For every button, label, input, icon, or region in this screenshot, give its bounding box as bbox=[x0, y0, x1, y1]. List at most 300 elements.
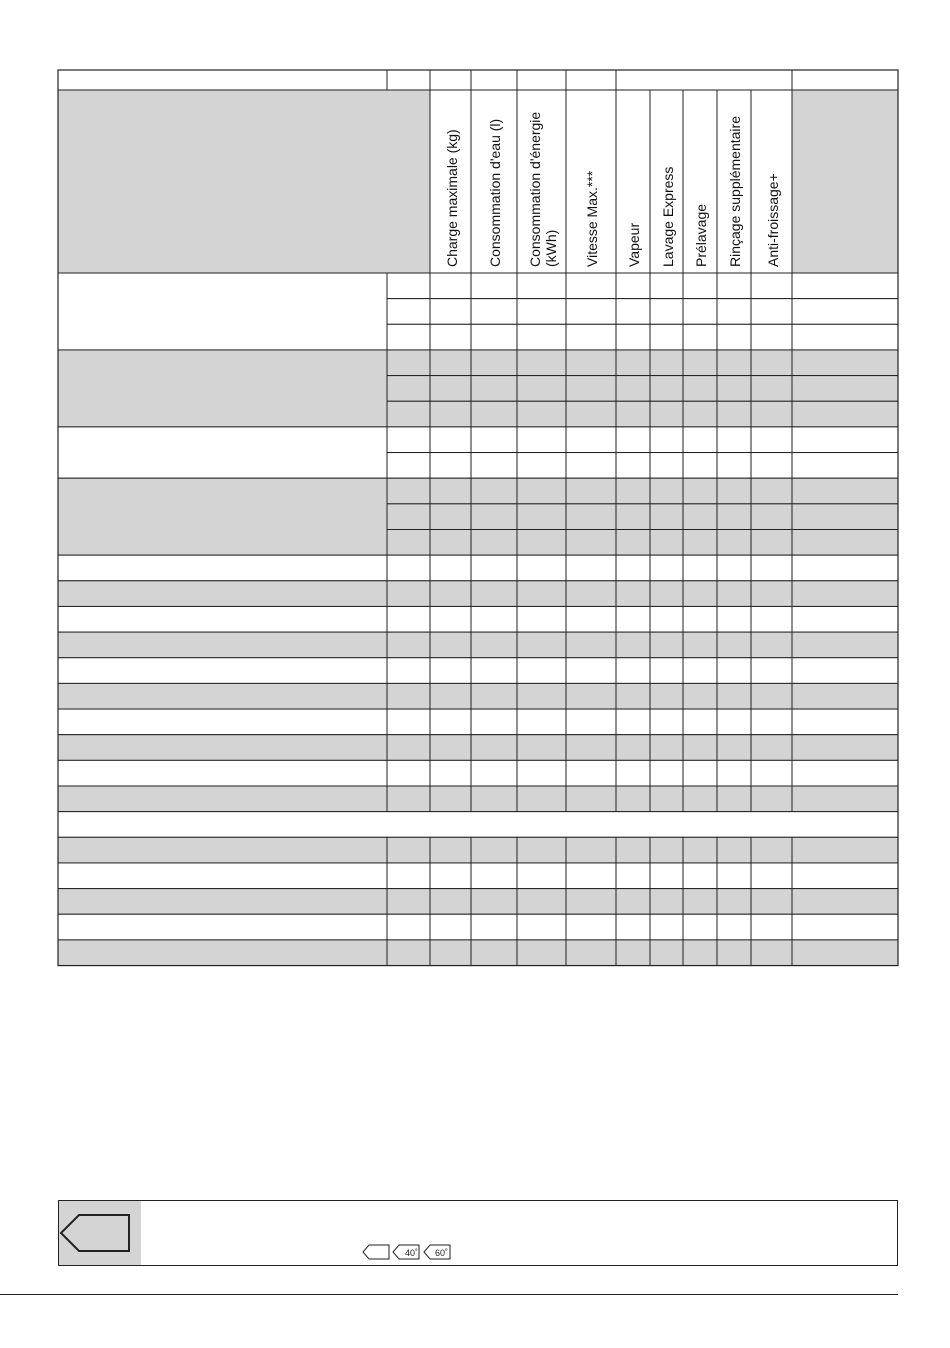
table-cell bbox=[517, 530, 566, 556]
table-cell bbox=[616, 658, 650, 684]
table-cell bbox=[387, 530, 430, 556]
table-cell bbox=[471, 709, 517, 735]
table-cell bbox=[717, 889, 751, 915]
table-cell bbox=[717, 940, 751, 966]
table-cell bbox=[430, 581, 471, 607]
table-cell bbox=[517, 837, 566, 863]
table-cell bbox=[792, 940, 898, 966]
table-cell bbox=[683, 735, 717, 761]
table-cell bbox=[650, 376, 683, 402]
page-rule bbox=[0, 1294, 898, 1295]
table-cell bbox=[792, 555, 898, 581]
column-header-label: Vapeur bbox=[626, 222, 642, 267]
table-cell bbox=[616, 324, 650, 350]
table-cell bbox=[616, 581, 650, 607]
table-cell bbox=[683, 658, 717, 684]
table-cell bbox=[683, 376, 717, 402]
program-tag-icon bbox=[59, 1201, 141, 1265]
table-cell bbox=[387, 504, 430, 530]
table-cell bbox=[751, 530, 792, 556]
table-cell bbox=[650, 863, 683, 889]
temperature-tags-icon bbox=[361, 1243, 457, 1263]
table-cell bbox=[471, 350, 517, 376]
table-cell bbox=[751, 504, 792, 530]
table-cell bbox=[683, 504, 717, 530]
table-cell bbox=[650, 555, 683, 581]
table-cell bbox=[751, 889, 792, 915]
table-cell bbox=[566, 324, 616, 350]
program-name-cell bbox=[58, 889, 387, 915]
table-cell bbox=[387, 735, 430, 761]
table-cell bbox=[430, 658, 471, 684]
program-name-cell bbox=[58, 632, 387, 658]
table-cell bbox=[650, 427, 683, 453]
table-cell bbox=[717, 658, 751, 684]
table-cell bbox=[792, 632, 898, 658]
program-name-cell bbox=[58, 658, 387, 684]
table-cell bbox=[717, 530, 751, 556]
table-cell bbox=[650, 478, 683, 504]
table-cell bbox=[683, 350, 717, 376]
table-cell bbox=[751, 324, 792, 350]
table-cell bbox=[683, 530, 717, 556]
table-cell bbox=[717, 914, 751, 940]
program-name-cell bbox=[58, 683, 387, 709]
table-cell bbox=[387, 376, 430, 402]
table-cell bbox=[616, 940, 650, 966]
table-cell bbox=[517, 914, 566, 940]
table-cell bbox=[387, 606, 430, 632]
table-cell bbox=[430, 683, 471, 709]
table-cell bbox=[683, 401, 717, 427]
table-cell bbox=[566, 273, 616, 299]
table-cell bbox=[566, 658, 616, 684]
table-cell bbox=[792, 530, 898, 556]
table-cell bbox=[751, 401, 792, 427]
note-box bbox=[58, 1200, 898, 1266]
table-cell bbox=[387, 863, 430, 889]
table-cell bbox=[387, 709, 430, 735]
table-cell bbox=[650, 606, 683, 632]
table-cell bbox=[717, 376, 751, 402]
table-cell bbox=[471, 376, 517, 402]
table-cell bbox=[430, 837, 471, 863]
table-cell bbox=[792, 863, 898, 889]
table-cell bbox=[616, 376, 650, 402]
table-cell bbox=[387, 632, 430, 658]
table-cell bbox=[616, 760, 650, 786]
table-cell bbox=[566, 299, 616, 325]
table-cell bbox=[430, 863, 471, 889]
table-cell bbox=[751, 376, 792, 402]
table-cell bbox=[430, 453, 471, 479]
table-cell bbox=[517, 427, 566, 453]
table-cell bbox=[751, 350, 792, 376]
table-cell bbox=[683, 914, 717, 940]
table-cell bbox=[566, 760, 616, 786]
table-cell bbox=[387, 581, 430, 607]
table-cell bbox=[471, 606, 517, 632]
table-cell bbox=[387, 786, 430, 812]
program-name-cell bbox=[58, 863, 387, 889]
column-header-label: Consommation d'eau (l) bbox=[487, 118, 503, 267]
column-header-label: (kWh) bbox=[542, 229, 559, 267]
table-cell bbox=[792, 478, 898, 504]
program-name-cell bbox=[58, 427, 387, 478]
table-cell bbox=[387, 273, 430, 299]
table-cell bbox=[517, 478, 566, 504]
table-cell bbox=[792, 683, 898, 709]
table-cell bbox=[471, 478, 517, 504]
table-cell bbox=[616, 555, 650, 581]
program-name-cell bbox=[58, 581, 387, 607]
program-name-cell bbox=[58, 478, 387, 555]
table-cell bbox=[616, 786, 650, 812]
table-cell bbox=[616, 453, 650, 479]
column-header-label: Prélavage bbox=[693, 203, 709, 267]
table-cell bbox=[650, 299, 683, 325]
table-cell bbox=[517, 683, 566, 709]
table-cell bbox=[792, 427, 898, 453]
table-cell bbox=[430, 376, 471, 402]
table-cell bbox=[430, 299, 471, 325]
table-cell bbox=[517, 401, 566, 427]
table-cell bbox=[717, 478, 751, 504]
table-cell bbox=[430, 555, 471, 581]
table-cell bbox=[751, 683, 792, 709]
table-cell bbox=[751, 581, 792, 607]
table-cell bbox=[387, 889, 430, 915]
table-cell bbox=[650, 940, 683, 966]
table-cell bbox=[430, 914, 471, 940]
table-cell bbox=[471, 299, 517, 325]
table-cell bbox=[751, 735, 792, 761]
table-cell bbox=[717, 786, 751, 812]
temp-tag-60: 60˚ bbox=[435, 1248, 449, 1258]
column-header-label: Charge maximale (kg) bbox=[443, 129, 460, 267]
table-cell bbox=[616, 504, 650, 530]
table-cell bbox=[517, 709, 566, 735]
table-cell bbox=[751, 427, 792, 453]
column-header-label: Rinçage supplémentaire bbox=[727, 116, 743, 267]
table-cell bbox=[650, 889, 683, 915]
table-cell bbox=[751, 273, 792, 299]
table-cell bbox=[717, 863, 751, 889]
program-name-cell bbox=[58, 709, 387, 735]
table-cell bbox=[792, 658, 898, 684]
table-cell bbox=[566, 350, 616, 376]
table-cell bbox=[566, 837, 616, 863]
program-name-cell bbox=[58, 786, 387, 812]
table-cell bbox=[471, 940, 517, 966]
table-cell bbox=[566, 376, 616, 402]
table-cell bbox=[792, 709, 898, 735]
table-cell bbox=[616, 735, 650, 761]
program-name-cell bbox=[58, 760, 387, 786]
table-cell bbox=[683, 683, 717, 709]
table-cell bbox=[683, 606, 717, 632]
table-cell bbox=[616, 863, 650, 889]
table-cell bbox=[430, 632, 471, 658]
table-cell bbox=[566, 914, 616, 940]
table-cell bbox=[387, 914, 430, 940]
table-cell bbox=[683, 555, 717, 581]
program-name-cell bbox=[58, 837, 387, 863]
table-cell bbox=[471, 863, 517, 889]
table-cell bbox=[616, 273, 650, 299]
table-cell bbox=[517, 350, 566, 376]
table-cell bbox=[717, 735, 751, 761]
table-cell bbox=[683, 324, 717, 350]
table-cell bbox=[517, 889, 566, 915]
table-cell bbox=[751, 760, 792, 786]
table-cell bbox=[566, 401, 616, 427]
table-cell bbox=[430, 478, 471, 504]
table-cell bbox=[751, 709, 792, 735]
table-cell bbox=[566, 940, 616, 966]
table-cell bbox=[566, 786, 616, 812]
table-cell bbox=[566, 530, 616, 556]
table-cell bbox=[792, 504, 898, 530]
table-cell bbox=[387, 299, 430, 325]
table-cell bbox=[683, 427, 717, 453]
table-cell bbox=[616, 889, 650, 915]
table-cell bbox=[717, 555, 751, 581]
table-cell bbox=[792, 760, 898, 786]
table-cell bbox=[717, 324, 751, 350]
table-cell bbox=[430, 940, 471, 966]
column-header-label: Vitesse Max.*** bbox=[584, 170, 600, 267]
table-cell bbox=[430, 735, 471, 761]
table-cell bbox=[650, 632, 683, 658]
table-cell bbox=[616, 350, 650, 376]
table-cell bbox=[387, 658, 430, 684]
table-cell bbox=[517, 504, 566, 530]
table-cell bbox=[792, 889, 898, 915]
program-name-cell bbox=[58, 350, 387, 427]
table-cell bbox=[616, 837, 650, 863]
table-cell bbox=[717, 606, 751, 632]
table-cell bbox=[683, 940, 717, 966]
table-cell bbox=[683, 632, 717, 658]
table-cell bbox=[517, 555, 566, 581]
table-cell bbox=[683, 786, 717, 812]
table-cell bbox=[517, 453, 566, 479]
table-cell bbox=[387, 478, 430, 504]
table-cell bbox=[792, 453, 898, 479]
table-cell bbox=[517, 786, 566, 812]
table-cell bbox=[792, 376, 898, 402]
table-cell bbox=[471, 555, 517, 581]
program-name-cell bbox=[58, 940, 387, 966]
table-cell bbox=[751, 914, 792, 940]
table-cell bbox=[430, 606, 471, 632]
table-cell bbox=[387, 683, 430, 709]
table-cell bbox=[650, 453, 683, 479]
table-cell bbox=[717, 632, 751, 658]
table-cell bbox=[471, 324, 517, 350]
table-cell bbox=[792, 350, 898, 376]
table-cell bbox=[471, 889, 517, 915]
table-cell bbox=[566, 709, 616, 735]
table-cell bbox=[717, 453, 751, 479]
table-cell bbox=[650, 683, 683, 709]
table-cell bbox=[792, 914, 898, 940]
program-name-cell bbox=[58, 735, 387, 761]
table-cell bbox=[792, 606, 898, 632]
table-cell bbox=[751, 837, 792, 863]
column-header-label: Lavage Express bbox=[659, 166, 676, 267]
table-cell bbox=[751, 786, 792, 812]
table-cell bbox=[683, 760, 717, 786]
table-cell bbox=[566, 735, 616, 761]
table-cell bbox=[717, 581, 751, 607]
table-cell bbox=[566, 606, 616, 632]
table-cell bbox=[517, 863, 566, 889]
table-cell bbox=[792, 581, 898, 607]
program-name-cell bbox=[58, 555, 387, 581]
table-cell bbox=[650, 273, 683, 299]
table-cell bbox=[430, 324, 471, 350]
table-cell bbox=[717, 350, 751, 376]
table-cell bbox=[650, 401, 683, 427]
column-header-label: Anti-froissage+ bbox=[764, 173, 781, 267]
table-cell bbox=[650, 530, 683, 556]
table-cell bbox=[387, 427, 430, 453]
table-cell bbox=[683, 709, 717, 735]
table-cell bbox=[471, 914, 517, 940]
table-cell bbox=[517, 606, 566, 632]
table-cell bbox=[566, 581, 616, 607]
table-cell bbox=[650, 504, 683, 530]
table-cell bbox=[650, 837, 683, 863]
table-cell bbox=[717, 709, 751, 735]
table-cell bbox=[566, 504, 616, 530]
table-cell bbox=[751, 299, 792, 325]
table-cell bbox=[616, 299, 650, 325]
table-cell bbox=[683, 581, 717, 607]
table-cell bbox=[387, 940, 430, 966]
note-icon-cell bbox=[59, 1201, 141, 1265]
table-cell bbox=[751, 453, 792, 479]
table-cell bbox=[430, 530, 471, 556]
table-cell bbox=[566, 632, 616, 658]
table-cell bbox=[471, 401, 517, 427]
table-cell bbox=[717, 837, 751, 863]
table-cell bbox=[517, 632, 566, 658]
table-cell bbox=[751, 658, 792, 684]
table-cell bbox=[430, 427, 471, 453]
table-cell bbox=[566, 478, 616, 504]
table-cell bbox=[471, 735, 517, 761]
table-cell bbox=[471, 632, 517, 658]
table-cell bbox=[387, 555, 430, 581]
table-cell bbox=[683, 837, 717, 863]
table-cell bbox=[471, 760, 517, 786]
program-name-cell bbox=[58, 606, 387, 632]
table-cell bbox=[517, 324, 566, 350]
header-title-cell bbox=[58, 90, 430, 273]
table-cell bbox=[566, 427, 616, 453]
table-cell bbox=[683, 863, 717, 889]
temp-tag-40: 40˚ bbox=[405, 1248, 419, 1258]
table-cell bbox=[751, 555, 792, 581]
table-cell bbox=[751, 478, 792, 504]
table-cell bbox=[517, 658, 566, 684]
table-cell bbox=[751, 940, 792, 966]
table-cell bbox=[566, 889, 616, 915]
table-cell bbox=[517, 735, 566, 761]
table-cell bbox=[471, 427, 517, 453]
table-cell bbox=[717, 427, 751, 453]
table-cell bbox=[650, 581, 683, 607]
table-cell bbox=[517, 581, 566, 607]
table-cell bbox=[683, 453, 717, 479]
table-cell bbox=[616, 427, 650, 453]
table-cell bbox=[616, 401, 650, 427]
table-cell bbox=[517, 940, 566, 966]
table-cell bbox=[616, 632, 650, 658]
table-cell bbox=[650, 324, 683, 350]
table-cell bbox=[430, 350, 471, 376]
table-cell bbox=[717, 683, 751, 709]
table-cell bbox=[792, 735, 898, 761]
table-cell bbox=[616, 478, 650, 504]
table-cell bbox=[683, 889, 717, 915]
table-cell bbox=[387, 453, 430, 479]
program-name-cell bbox=[58, 914, 387, 940]
table-cell bbox=[471, 453, 517, 479]
program-name-cell bbox=[58, 273, 387, 350]
table-cell bbox=[387, 401, 430, 427]
table-cell bbox=[430, 504, 471, 530]
table-cell bbox=[471, 786, 517, 812]
table-cell bbox=[471, 837, 517, 863]
table-cell bbox=[471, 530, 517, 556]
table-cell bbox=[616, 709, 650, 735]
table-cell bbox=[517, 376, 566, 402]
table-cell bbox=[430, 889, 471, 915]
table-cell bbox=[566, 683, 616, 709]
table-cell bbox=[387, 837, 430, 863]
table-cell bbox=[471, 273, 517, 299]
table-cell bbox=[566, 863, 616, 889]
table-cell bbox=[792, 786, 898, 812]
table-cell bbox=[517, 760, 566, 786]
table-cell bbox=[616, 606, 650, 632]
table-cell bbox=[650, 709, 683, 735]
table-cell bbox=[650, 786, 683, 812]
table-cell bbox=[650, 760, 683, 786]
table-cell bbox=[430, 273, 471, 299]
table-cell bbox=[387, 350, 430, 376]
table-cell bbox=[751, 606, 792, 632]
table-cell bbox=[430, 760, 471, 786]
table-cell bbox=[430, 401, 471, 427]
table-cell bbox=[616, 683, 650, 709]
table-cell bbox=[717, 504, 751, 530]
table-cell bbox=[717, 273, 751, 299]
table-cell bbox=[792, 401, 898, 427]
table-cell bbox=[650, 658, 683, 684]
column-header-label: Consommation d'énergie bbox=[526, 111, 543, 267]
table-cell bbox=[683, 273, 717, 299]
table-cell bbox=[751, 863, 792, 889]
table-cell bbox=[650, 914, 683, 940]
table-cell bbox=[430, 709, 471, 735]
table-cell bbox=[387, 324, 430, 350]
table-cell bbox=[471, 683, 517, 709]
